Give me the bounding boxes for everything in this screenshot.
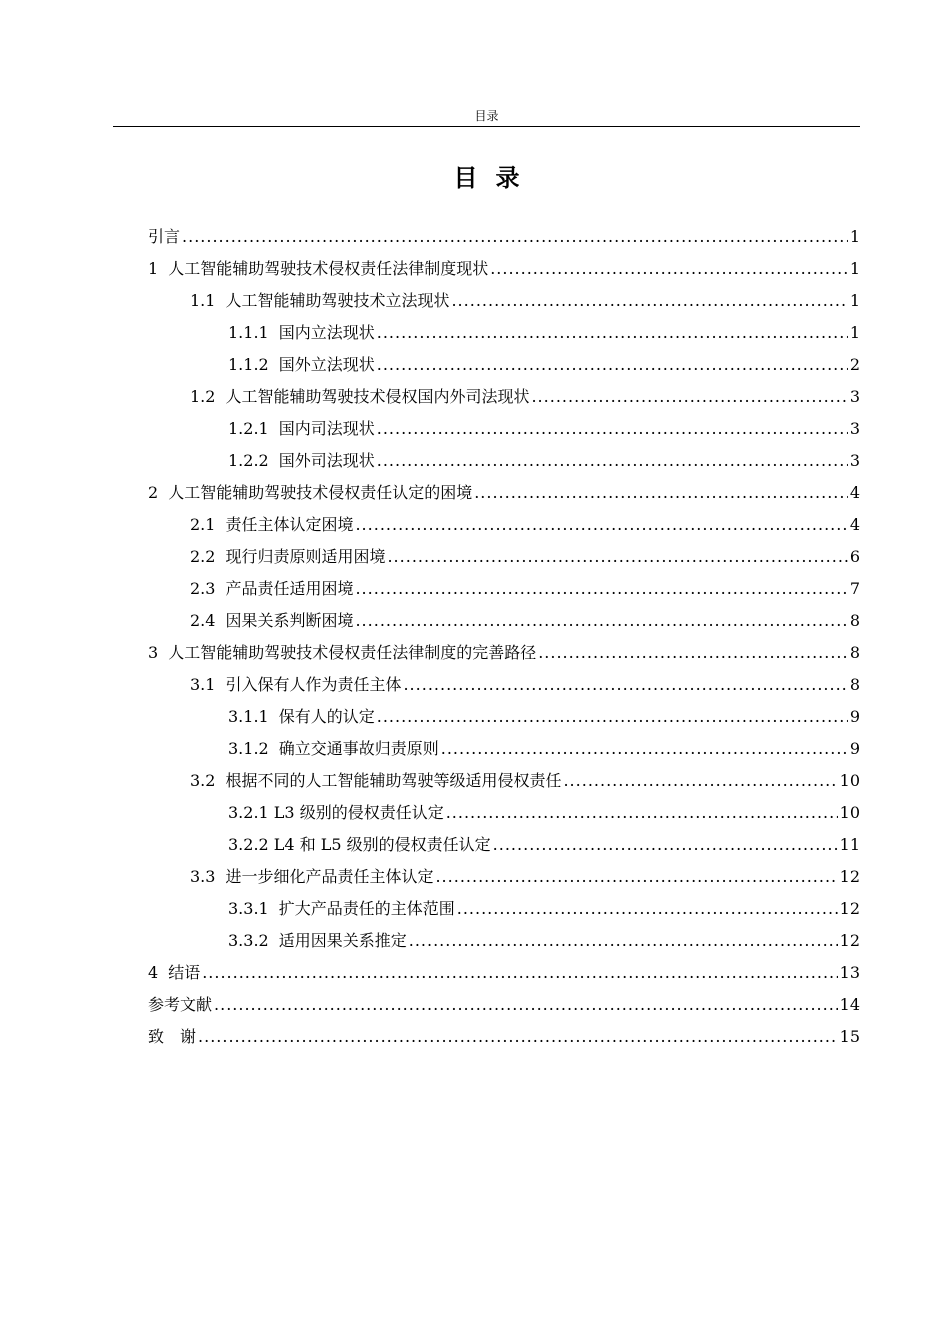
page-title: 目录 [453,164,538,192]
toc-entry-number: 2 [148,483,159,502]
toc-entry-page-number: 2 [849,355,860,374]
toc-entry-page-number: 8 [849,643,860,662]
toc-entry-title: 国外司法现状 [278,451,375,470]
toc-entry-page-number: 8 [849,611,860,630]
toc-entry-number: 1.1.1 [228,323,269,342]
toc-entry-number: 3 [148,643,159,662]
dot-leader [214,989,838,1021]
toc-entry-title: 人工智能辅助驾驶技术侵权国内外司法现状 [225,387,530,406]
toc-entry[interactable] [148,925,860,957]
toc-entry[interactable] [148,349,860,381]
dot-leader [182,221,848,253]
toc-entry-title: 适用因果关系推定 [278,931,407,950]
toc-entry-page-number: 3 [849,419,860,438]
toc-entry[interactable] [148,317,860,349]
toc-entry[interactable] [148,445,860,477]
dot-leader [451,285,847,317]
toc-entry-page-number: 3 [849,387,860,406]
toc-entry[interactable] [148,957,860,989]
toc-entry-number: 3.3.1 [228,899,269,918]
toc-entry-page-number: 8 [849,675,860,694]
toc-entry-page-number: 4 [849,515,860,534]
toc-entry-number: 2.4 [190,611,216,630]
toc-entry-title: 3.2.2 L4 和 L5 级别的侵权责任认定 [228,835,491,854]
dot-leader [387,541,847,573]
toc-entry-title: 参考文献 [148,995,213,1014]
toc-entry-number: 1.2 [190,387,216,406]
toc-entry-number: 3.1.1 [228,707,269,726]
toc-entry-page-number: 9 [849,707,860,726]
toc-entry-number: 2.2 [190,547,216,566]
toc-entry-title: 国内立法现状 [278,323,375,342]
toc-entry[interactable] [148,765,860,797]
toc-entry-page-number: 1 [849,323,860,342]
toc-entry[interactable] [148,669,860,701]
dot-leader [355,509,847,541]
toc-entry-title: 人工智能辅助驾驶技术侵权责任法律制度的完善路径 [168,643,537,662]
dot-leader [490,253,848,285]
dot-leader [409,925,838,957]
toc-entry-number: 3.3 [190,867,216,886]
toc-entry-title: 人工智能辅助驾驶技术立法现状 [225,291,450,310]
toc-entry-page-number: 12 [839,867,860,886]
toc-entry[interactable] [148,285,860,317]
toc-entry-title: 保有人的认定 [278,707,375,726]
dot-leader [493,829,838,861]
header-divider [113,126,860,127]
dot-leader [355,605,847,637]
toc-entry-title: 3.2.1 L3 级别的侵权责任认定 [228,803,444,822]
toc-entry-number: 1.2.1 [228,419,269,438]
dot-leader [563,765,837,797]
running-header: 目录 [474,109,499,123]
toc-entry-title: 现行归责原则适用困境 [225,547,386,566]
toc-entry[interactable] [148,829,860,861]
toc-entry-page-number: 12 [839,899,860,918]
toc-entry-page-number: 1 [849,259,860,278]
toc-entry-title: 引入保有人作为责任主体 [225,675,402,694]
dot-leader [538,637,848,669]
toc-entry[interactable] [148,733,860,765]
dot-leader [377,701,848,733]
table-of-contents [148,221,860,1053]
dot-leader [446,797,838,829]
toc-entry-page-number: 14 [839,995,860,1014]
toc-entry-title: 致 谢 [148,1027,197,1046]
toc-entry[interactable] [148,477,860,509]
toc-entry-number: 3.2 [190,771,216,790]
toc-entry-page-number: 15 [839,1027,860,1046]
toc-entry-number: 1 [148,259,159,278]
toc-entry-page-number: 3 [849,451,860,470]
dot-leader [198,1021,838,1053]
dot-leader [377,413,848,445]
toc-entry[interactable] [148,797,860,829]
toc-entry-page-number: 10 [839,771,860,790]
toc-entry-number: 3.3.2 [228,931,269,950]
toc-entry[interactable] [148,1021,860,1053]
dot-leader [377,317,848,349]
toc-entry-number: 2.1 [190,515,216,534]
toc-entry-number: 4 [148,963,159,982]
toc-entry-page-number: 12 [839,931,860,950]
toc-entry-number: 1.1 [190,291,216,310]
dot-leader [531,381,847,413]
toc-entry[interactable] [148,221,860,253]
toc-entry-number: 1.2.2 [228,451,269,470]
toc-entry[interactable] [148,381,860,413]
dot-leader [377,445,848,477]
toc-entry-number: 3.1.2 [228,739,269,758]
toc-entry-title: 产品责任适用困境 [225,579,354,598]
toc-entry[interactable] [148,893,860,925]
dot-leader [202,957,837,989]
toc-entry-page-number: 9 [849,739,860,758]
toc-entry-number: 3.1 [190,675,216,694]
toc-entry-page-number: 11 [839,835,860,854]
toc-entry[interactable] [148,413,860,445]
toc-entry[interactable] [148,573,860,605]
toc-entry-title: 人工智能辅助驾驶技术侵权责任法律制度现状 [168,259,489,278]
toc-entry[interactable] [148,541,860,573]
toc-entry-title: 引言 [148,227,181,246]
toc-entry[interactable] [148,701,860,733]
toc-entry-page-number: 7 [849,579,860,598]
toc-entry-title: 人工智能辅助驾驶技术侵权责任认定的困境 [168,483,473,502]
toc-entry-title: 因果关系判断困境 [225,611,354,630]
toc-entry-title: 结语 [168,963,201,982]
toc-entry-page-number: 10 [839,803,860,822]
toc-entry-page-number: 13 [839,963,860,982]
toc-entry-title: 国外立法现状 [278,355,375,374]
toc-entry[interactable] [148,509,860,541]
dot-leader [457,893,838,925]
dot-leader [435,861,837,893]
dot-leader [474,477,848,509]
dot-leader [377,349,848,381]
toc-entry[interactable] [148,253,860,285]
toc-entry[interactable] [148,989,860,1021]
dot-leader [441,733,848,765]
toc-entry-number: 2.3 [190,579,216,598]
toc-entry-title: 国内司法现状 [278,419,375,438]
toc-entry-title: 确立交通事故归责原则 [278,739,439,758]
toc-entry-number: 1.1.2 [228,355,269,374]
toc-entry[interactable] [148,637,860,669]
dot-leader [403,669,847,701]
toc-entry-page-number: 1 [849,291,860,310]
toc-entry[interactable] [148,605,860,637]
toc-entry[interactable] [148,861,860,893]
toc-entry-title: 进一步细化产品责任主体认定 [225,867,434,886]
toc-entry-page-number: 1 [849,227,860,246]
dot-leader [355,573,847,605]
toc-entry-title: 责任主体认定困境 [225,515,354,534]
toc-entry-page-number: 4 [849,483,860,502]
toc-entry-title: 扩大产品责任的主体范围 [278,899,455,918]
toc-entry-page-number: 6 [849,547,860,566]
toc-entry-title: 根据不同的人工智能辅助驾驶等级适用侵权责任 [225,771,562,790]
